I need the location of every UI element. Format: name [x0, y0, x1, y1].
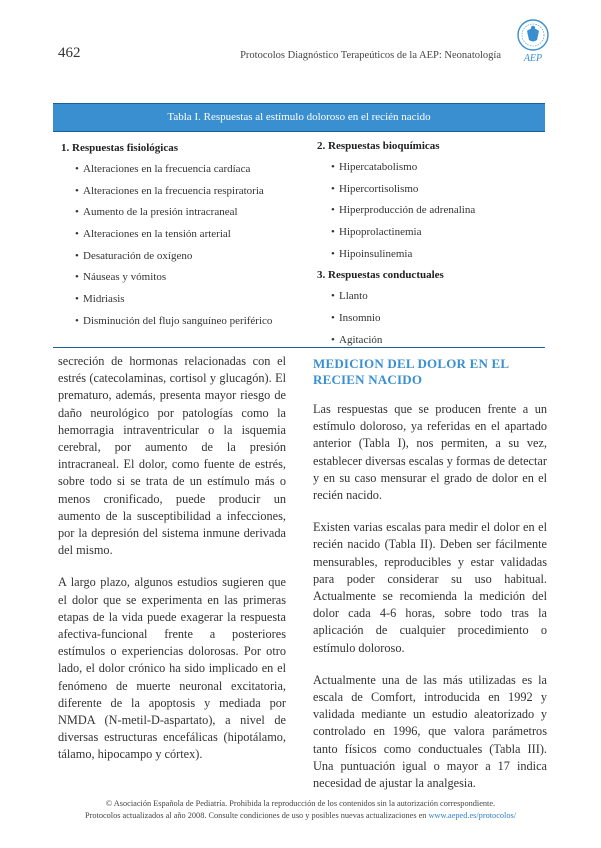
- list-item: • Insomnio: [317, 308, 537, 330]
- page-header: [0, 0, 601, 80]
- running-title: Protocolos Diagnóstico Terapeúticos de la AEP: Neonatología: [240, 50, 501, 61]
- paragraph: Las respuestas que se producen frente a un estímulo doloroso, ya referidas en el apartado anterior (Tabla I), nos permiten, a su vez, establecer diversas escalas y formas de detectar y en su caso mensurar el grado de dolor en el recién nacido.: [313, 402, 547, 503]
- list-item: • Aumento de la presión intracraneal: [61, 202, 311, 224]
- copyright-line: © Asociación Española de Pediatría. Prohibida la reproducción de los contenidos sin la autorización correspondiente.: [105, 799, 496, 808]
- list-item: • Llanto: [317, 286, 537, 308]
- heading-physiological: 1. Respuestas fisiológicas: [61, 142, 179, 154]
- list-item: • Hipercortisolismo: [317, 179, 537, 201]
- list-item: • Desaturación de oxígeno: [61, 246, 311, 268]
- list-item: • Midriasis: [61, 289, 311, 311]
- list-item: • Náuseas y vómitos: [61, 267, 311, 289]
- list-item: • Hipoinsulinemia: [317, 244, 537, 266]
- table-column-physiological: [61, 138, 311, 333]
- list-item: • Hipercatabolismo: [317, 157, 537, 179]
- heading-biochemical: 2. Respuestas bioquímicas: [317, 140, 440, 152]
- page-number: 462: [58, 45, 81, 61]
- list-item: • Hipoprolactinemia: [317, 222, 537, 244]
- table-responses: [53, 103, 545, 347]
- list-item: • Agitación: [317, 330, 537, 352]
- left-column: [58, 353, 286, 779]
- list-item: • Disminución del flujo sanguíneo periférico: [61, 311, 311, 333]
- aep-logo: [508, 15, 558, 65]
- paragraph: secreción de hormonas relacionadas con el estrés (catecolaminas, cortisol y glucagón). El prematuro, además, presenta mayor riesgo de daño neurológico por patologías como la hemorragia intraventricular o la isquemia cerebral, por aumento de la presión intracraneal. El dolor, como fuente de estrés, sobre todo si se trata de un estímulo más o menos cronificado, puede producir un aumento de la susceptibilidad a infecciones, por la depresión del sistema inmune derivada del mismo.: [58, 354, 286, 558]
- table-title: Tabla I. Respuestas al estímulo doloroso en el recién nacido: [53, 103, 545, 132]
- list-item: • Alteraciones en la tensión arterial: [61, 224, 311, 246]
- logo-text: AEP: [523, 53, 543, 64]
- list-item: • Alteraciones en la frecuencia cardíaca: [61, 159, 311, 181]
- paragraph: Actualmente una de las más utilizadas es la escala de Comfort, introducida en 1992 y validada mediante un estudio aleatorizado y controlado en 1996, que valora parámetros tanto físicos como conductuales (Tabla III). Una puntuación igual o mayor a 17 indica necesidad de ajustar la analgesia.: [313, 672, 547, 791]
- heading-behavioral: 3. Respuestas conductuales: [317, 269, 444, 282]
- paragraph: A largo plazo, algunos estudios sugieren que el dolor que se experimenta en las primeras etapas de la vida puede exagerar la respuesta afectiva-funcional frente a posteriores estímulos o experiencias dolorosas. Por otro lado, el dolor crónico ha sido implicado en el fenómeno de muerte neuronal excitatoria, diferente de la apoptosis y mediada por NMDA (N-metil-D-aspartato), a nivel de diversas estructuras encefálicas (hipotálamo, tálamo, hipocampo y córtex).: [58, 575, 286, 762]
- paragraph: Existen varias escalas para medir el dolor en el recién nacido (Tabla II). Deben ser fácilmente mensurables, reproducibles y estar validadas para poder considerar su uso habitual. Actualmente se recomienda la medición del dolor cada 4-6 horas, sobre todo tras la aplicación de cualquier procedimiento o estímulo doloroso.: [313, 520, 547, 655]
- table-bottom-rule: [53, 347, 545, 348]
- right-column: [313, 356, 547, 807]
- update-text: Protocolos actualizados al año 2008. Consulte condiciones de uso y posibles nuevas actualizaciones en: [84, 811, 427, 820]
- protocols-link[interactable]: www.aeped.es/protocolos/: [428, 811, 517, 820]
- page-footer: [0, 798, 601, 822]
- update-line: [0, 810, 601, 822]
- list-item: • Alteraciones en la frecuencia respiratoria: [61, 181, 311, 203]
- table-column-biochem-behavioral: [317, 136, 537, 352]
- list-item: • Hiperproducción de adrenalina: [317, 200, 537, 222]
- section-title: MEDICION DEL DOLOR EN EL RECIEN NACIDO: [313, 356, 509, 387]
